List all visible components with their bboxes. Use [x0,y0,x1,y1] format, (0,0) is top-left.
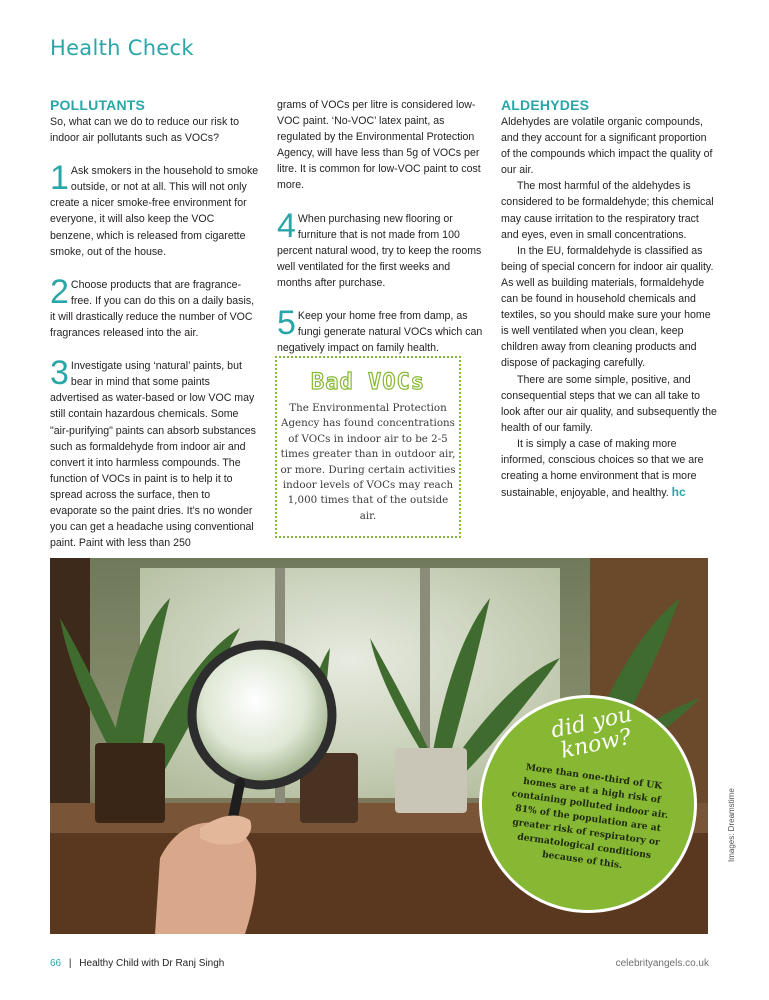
column-aldehydes [501,96,718,501]
did-you-know-title: did you know? [548,701,635,764]
tip-number: 2 [50,272,69,311]
tip-number: 3 [50,354,69,393]
tip-number: 5 [277,304,296,343]
aldehydes-paragraph: There are some simple, positive, and consequential steps that we can all take to look after our air quality, and subsequently the health of our family. [501,373,717,434]
column-tips-continued [277,97,487,356]
column-pollutants [50,96,260,551]
image-credit: Images: Dreamstime [727,788,736,862]
end-mark: hc [671,485,686,500]
pollutants-intro: So, what can we do to reduce our risk to indoor air pollutants such as VOCs? [50,116,240,145]
footer-publication: Healthy Child with Dr Ranj Singh [79,958,225,969]
footer-website: celebrityangels.co.uk [615,958,709,969]
page-header-title: Health Check [50,36,194,60]
tip-item [50,272,260,341]
bad-vocs-title: Bad VOCs [311,370,425,395]
page-number: 66 [50,958,62,969]
tip-number: 4 [277,206,296,245]
section-heading-pollutants: POLLUTANTS [50,97,146,113]
bad-vocs-text: The Environmental Protection Agency has found concentrations of VOCs in indoor air to be 2-5 times greater than in outdoor air, or more. During certain activities indoor levels of VOCs may reach 1,000 times that of the outside air. [280,402,456,522]
tip-text: Choose products that are fragrance-free. If you can do this on a daily basis, it will drastically reduce the number of VOC fragrances released into the air. [50,278,255,340]
tip-item [50,354,260,551]
footer-left [50,958,224,969]
did-you-know-badge [479,695,697,913]
tip-text: When purchasing new flooring or furniture that is not made from 100 percent natural wood, try to keep the rooms well ventilated for the first weeks and months after purchase. [277,212,482,289]
did-you-know-text: More than one-third of UK homes are at a high risk of containing polluted indoor air. 81% of the population are at greater risk of respiratory or dermatological conditions because of this. [511,761,670,872]
tip-text: Investigate using ‘natural’ paints, but bear in mind that some paints advertised as water-based or low VOC may still contain hazardous chemicals. Some "air-purifying" paints can absorb substances such as formaldehyde from indoor air and convert it into harmless compounds. The function of VOCs in paint is to help it to spread across the surface, then to evaporate so the paint dries. It’s no wonder you can get a headache using conventional paint. Paint with less than 250 [50,360,256,550]
footer-separator: | [68,958,72,969]
tip-text: Ask smokers in the household to smoke outside, or not at all. This will not only create a nicer smoke-free environment for everyone, it will also keep the VOC benzene, which is released from cigarette smoke, out of the house. [50,165,259,258]
bad-vocs-box [275,356,461,538]
aldehydes-paragraph: The most harmful of the aldehydes is considered to be formaldehyde; this chemical may cause irritation to the respiratory tract and eyes, even in small concentrations. [501,180,714,241]
paint-continuation: grams of VOCs per litre is considered low-VOC paint. ‘No-VOC’ latex paint, as regulated by the Environmental Protection Agency, will have less than 5g of VOCs per litre. It is common for low-VOC paint to cost more. [277,99,481,192]
tip-item [277,206,487,291]
closing-text: It is simply a case of making more informed, conscious choices so that we are creating a home environment that is more sustainable, enjoyable, and healthy. [501,437,704,500]
section-heading-aldehydes: ALDEHYDES [501,97,590,113]
tip-number: 1 [50,159,69,198]
aldehydes-paragraph: In the EU, formaldehyde is classified as being of special concern for indoor air quality. As well as building materials, formaldehyde can be found in household chemicals and textiles, so you should make sure your home is well ventilated when you clean, keep children away from cleaning products and dispose of packaging carefully. [501,244,714,370]
tip-item [277,304,487,356]
aldehydes-paragraph [501,436,718,501]
tip-text: Keep your home free from damp, as fungi generate natural VOCs which can negatively impact on family health. [277,310,483,355]
tip-item [50,159,260,260]
aldehydes-paragraph: Aldehydes are volatile organic compounds, and they account for a significant proportion of the compounds which impact the quality of our air. [501,116,713,177]
